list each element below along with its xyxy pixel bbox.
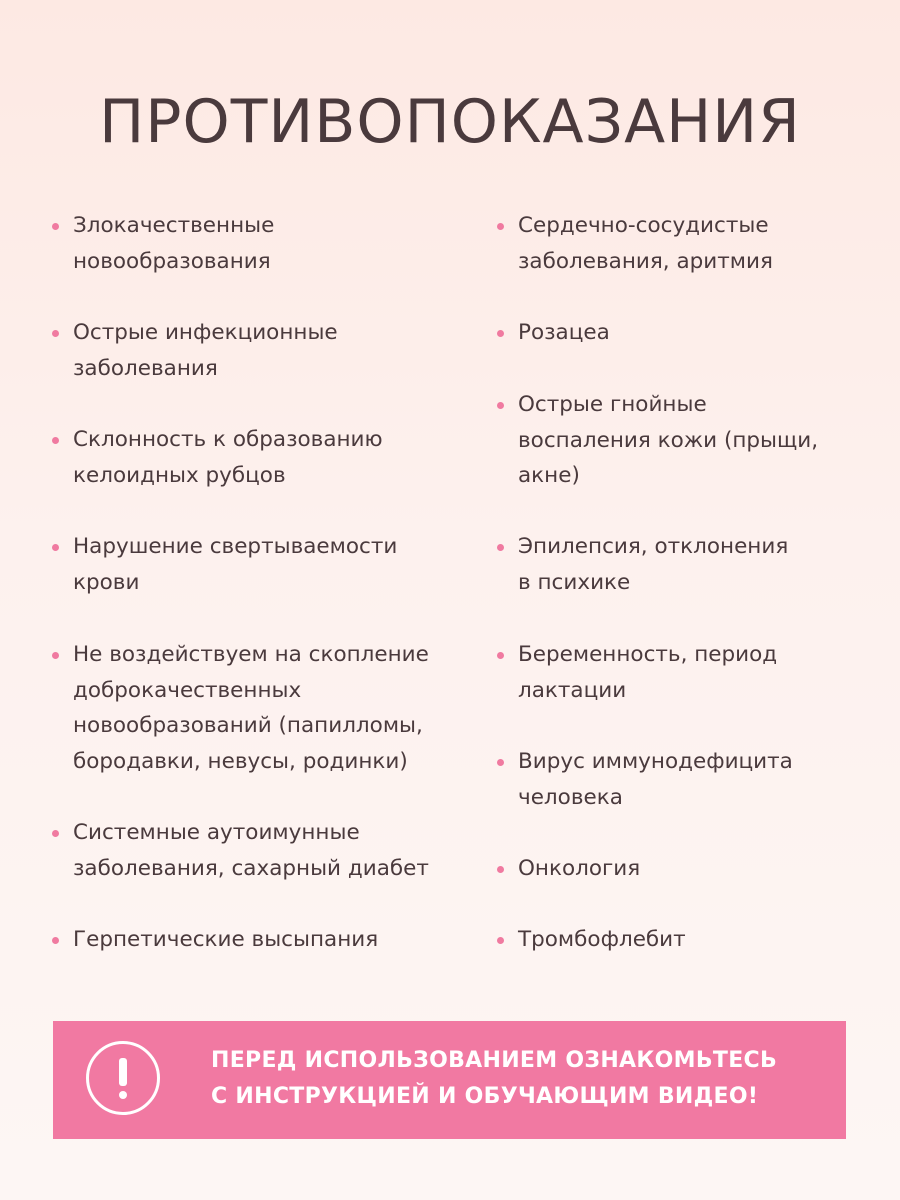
list-item [52, 529, 473, 600]
list-item-text: Беременность, период лактации [518, 642, 778, 703]
list-item-text: Системные аутоимунные заболевания, сахарный диабет [73, 820, 429, 881]
list-item [497, 744, 863, 815]
bullet-dot-icon [52, 330, 59, 337]
warning-text-line-1: ПЕРЕД ИСПОЛЬЗОВАНИЕМ ОЗНАКОМЬТЕСЬ [211, 1048, 778, 1073]
list-item-text: Тромбофлебит [518, 927, 686, 952]
warning-text-line-2: С ИНСТРУКЦИЕЙ И ОБУЧАЮЩИМ ВИДЕО! [211, 1084, 759, 1109]
list-item [497, 529, 863, 600]
page-title: ПРОТИВОПОКАЗАНИЯ [99, 87, 801, 157]
list-item [497, 315, 863, 351]
list-item-text: Онкология [518, 856, 641, 881]
bullet-dot-icon [497, 330, 504, 337]
list-item [52, 315, 473, 386]
warning-banner [53, 1021, 846, 1139]
exclamation-circle-icon [86, 1041, 160, 1115]
list-item-text: Нарушение свертываемости крови [73, 534, 398, 595]
list-item-text: Вирус иммунодефицита человека [518, 749, 793, 810]
list-item [52, 815, 473, 886]
bullet-dot-icon [52, 544, 59, 551]
list-item-text: Сердечно-сосудистые заболевания, аритмия [518, 213, 773, 274]
list-item [52, 922, 473, 958]
bullet-dot-icon [52, 223, 59, 230]
list-item [497, 851, 863, 887]
list-item [497, 637, 863, 708]
list-item-text: Не воздействуем на скопление доброкачественных новообразований (папилломы, бородавки, невусы, родинки) [73, 642, 429, 774]
list-item-text: Острые инфекционные заболевания [73, 320, 338, 381]
bullet-dot-icon [497, 759, 504, 766]
warning-text [211, 1043, 831, 1115]
list-item [52, 422, 473, 493]
list-item [497, 387, 863, 494]
exclamation-dot [119, 1091, 127, 1099]
bullet-dot-icon [497, 866, 504, 873]
list-item [497, 208, 863, 279]
list-item [52, 637, 473, 779]
bullet-dot-icon [52, 437, 59, 444]
list-item-text: Острые гнойные воспаления кожи (прыщи, акне) [518, 392, 819, 488]
list-item-text: Розацеа [518, 320, 610, 345]
bullet-dot-icon [497, 544, 504, 551]
bullet-dot-icon [52, 830, 59, 837]
list-item [52, 208, 473, 279]
list-item-text: Склонность к образованию келоидных рубцов [73, 427, 383, 488]
bullet-dot-icon [52, 937, 59, 944]
list-item-text: Эпилепсия, отклонения в психике [518, 534, 789, 595]
list-item-text: Герпетические высыпания [73, 927, 379, 952]
exclamation-bar [119, 1058, 127, 1086]
bullet-dot-icon [497, 223, 504, 230]
bullet-dot-icon [497, 652, 504, 659]
list-item [497, 922, 863, 958]
list-item-text: Злокачественные новообразования [73, 213, 275, 274]
bullet-dot-icon [52, 652, 59, 659]
bullet-dot-icon [497, 402, 504, 409]
bullet-dot-icon [497, 937, 504, 944]
